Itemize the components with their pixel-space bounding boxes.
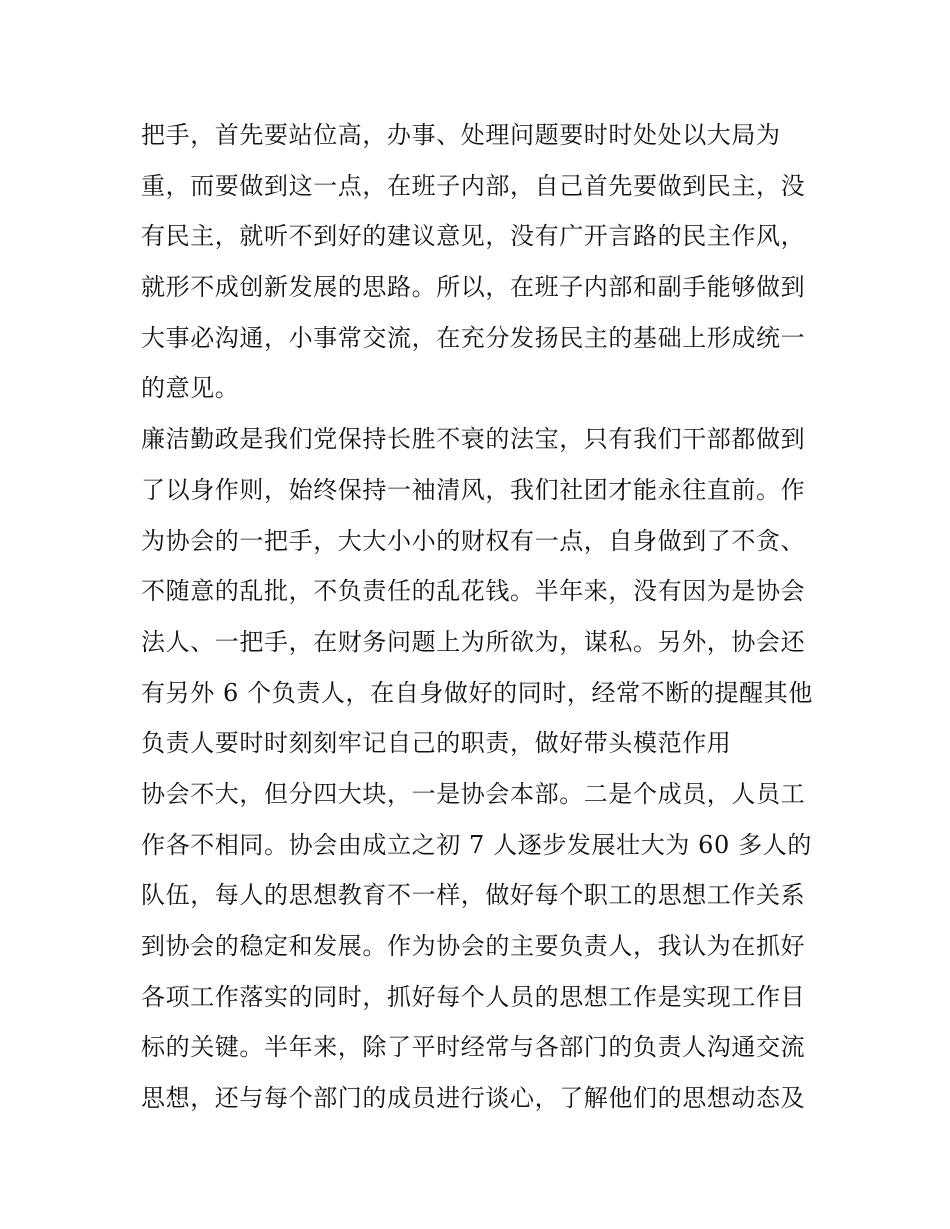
text-line: 重，而要做到这一点，在班子内部，自己首先要做到民主，没 <box>141 171 806 200</box>
text-line: 的意见。 <box>141 374 240 403</box>
text-line: 队伍，每人的思想教育不一样，做好每个职工的思想工作关系 <box>141 881 806 910</box>
text-line: 有民主，就听不到好的建议意见，没有广开言路的民主作风， <box>141 222 806 251</box>
text-line: 把手，首先要站位高，办事、处理问题要时时处处以大局为 <box>141 121 781 149</box>
text-line: 大事必沟通，小事常交流，在充分发扬民主的基础上形成统一 <box>141 323 806 352</box>
text-line: 负责人要时时刻刻牢记自己的职责，做好带头模范作用 <box>141 729 732 758</box>
text-line: 不随意的乱批，不负责任的乱花钱。半年来，没有因为是协会 <box>141 577 806 606</box>
text-line: 作各不相同。协会由成立之初 7 人逐步发展壮大为 60 多人的 <box>141 830 812 859</box>
text-line: 法人、一把手，在财务问题上为所欲为，谋私。另外，协会还 <box>141 627 806 656</box>
text-line: 各项工作落实的同时，抓好每个人员的思想工作是实现工作目 <box>141 982 806 1011</box>
text-line: 就形不成创新发展的思路。所以，在班子内部和副手能够做到 <box>141 273 806 302</box>
text-line: 到协会的稳定和发展。作为协会的主要负责人，我认为在抓好 <box>141 932 806 960</box>
text-line: 思想，还与每个部门的成员进行谈心，了解他们的思想动态及 <box>141 1084 806 1113</box>
text-line: 有另外 6 个负责人，在自身做好的同时，经常不断的提醒其他 <box>141 678 813 707</box>
text-line: 协会不大，但分四大块，一是协会本部。二是个成员，人员工 <box>141 779 806 808</box>
text-line: 了以身作则，始终保持一袖清风，我们社团才能永往直前。作 <box>141 475 806 504</box>
text-line: 标的关键。半年来，除了平时经常与各部门的负责人沟通交流 <box>141 1033 806 1062</box>
text-line: 廉洁勤政是我们党保持长胜不衰的法宝，只有我们干部都做到 <box>141 425 806 454</box>
body-text <box>141 110 821 1124</box>
text-line: 为协会的一把手，大大小小的财权有一点，自身做到了不贪、 <box>141 526 806 555</box>
